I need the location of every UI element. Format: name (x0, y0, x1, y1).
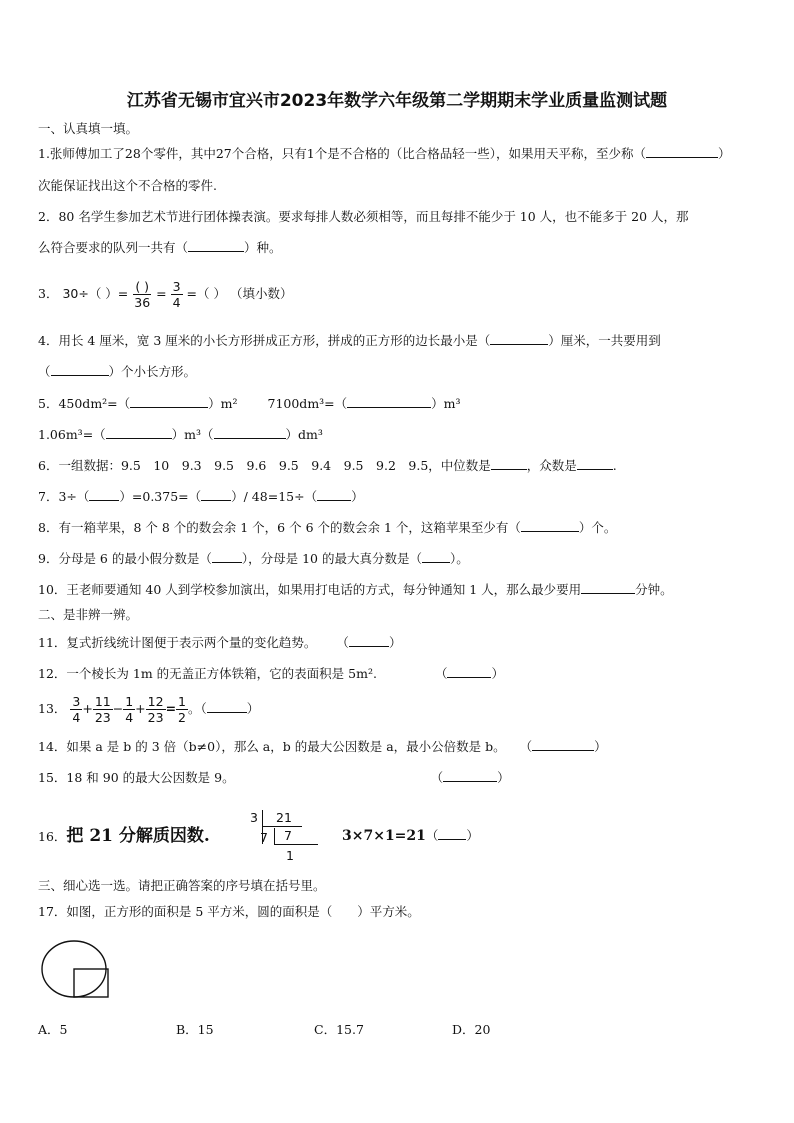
question-12: 12．一个棱长为 1m 的无盖正方体铁箱，它的表面积是 5m². （ ） (38, 666, 504, 681)
question-6: 6．一组数据：9.5 10 9.3 9.5 9.6 9.5 9.4 9.5 9.2 9.5，中位数是 ，众数是 . (38, 458, 617, 473)
quotient: 7 (284, 828, 292, 843)
remainder: 1 (286, 848, 294, 863)
answer-blank[interactable] (491, 469, 527, 470)
section-3-heading: 三、细心选一选。请把正确答案的序号填在括号里。 (38, 878, 326, 893)
answer-blank[interactable] (581, 593, 635, 594)
divisor: 3 (250, 810, 258, 825)
short-division-diagram (246, 806, 326, 868)
answer-blank[interactable] (532, 750, 594, 751)
fraction: $\frac{11}{23}$ (94, 694, 111, 725)
fraction: $\frac{3}{4}$ (172, 279, 181, 310)
answer-blank[interactable] (89, 500, 119, 501)
question-2-line-1: 2．80 名学生参加艺术节进行团体操表演。要求每排人数必须相等，而且每排不能少于 10 人，也不能多于 20 人，那 (38, 209, 689, 224)
option-a[interactable]: A．5 (38, 1022, 68, 1037)
question-5-line-2: 1.06m³=（ ）m³（ ）dm³ (38, 427, 323, 442)
question-5-line-1: 5．450dm²=（ ）m² 7100dm³=（ ）m³ (38, 396, 461, 411)
question-8: 8．有一箱苹果，8 个 8 个的数会余 1 个，6 个 6 个的数会余 1 个，这箱苹果至少有（ ）个。 (38, 520, 617, 535)
question-15: 15．18 和 90 的最大公因数是 9。 （ ） (38, 770, 510, 785)
answer-blank[interactable] (490, 344, 548, 345)
answer-blank[interactable] (130, 407, 208, 408)
question-2-line-2: 么符合要求的队列一共有（ ）种。 (38, 240, 282, 255)
answer-blank[interactable] (214, 438, 286, 439)
answer-blank[interactable] (106, 438, 172, 439)
answer-blank[interactable] (347, 407, 431, 408)
fraction: $\frac{12}{23}$ (147, 694, 164, 725)
question-10: 10．王老师要通知 40 人到学校参加演出，如果用打电话的方式，每分钟通知 1 人，那么最少要用 分钟。 (38, 582, 673, 597)
question-9: 9．分母是 6 的最小假分数是（ ），分母是 10 的最大真分数是（ ）。 (38, 551, 469, 566)
dividend: 21 (276, 810, 292, 825)
question-7: 7．3÷（ ）=0.375=（ ）/ 48=15÷（ ） (38, 489, 364, 504)
section-2-heading: 二、是非辨一辨。 (38, 607, 139, 622)
fraction: $\frac{3}{4}$ (72, 694, 81, 725)
answer-blank[interactable] (201, 500, 231, 501)
answer-blank[interactable] (422, 562, 450, 563)
answer-blank[interactable] (438, 839, 466, 840)
question-4-line-2: （ ）个小长方形。 (38, 364, 197, 379)
section-1-heading: 一、认真填一填。 (38, 121, 139, 136)
question-1-line-1: 1.张师傅加工了28个零件，其中27个合格，只有1个是不合格的（比合格品轻一些），如果用天平称，至少称（ ） (38, 146, 731, 161)
answer-blank[interactable] (188, 251, 244, 252)
fraction: $\frac{( )}{36}$ (134, 279, 151, 310)
answer-blank[interactable] (521, 531, 579, 532)
option-d[interactable]: D．20 (452, 1022, 491, 1037)
division-bar (262, 826, 302, 827)
answer-blank[interactable] (646, 157, 718, 158)
page-title: 江苏省无锡市宜兴市2023年数学六年级第二学期期末学业质量监测试题 (126, 91, 668, 111)
question-4-line-1: 4．用长 4 厘米，宽 3 厘米的小长方形拼成正方形，拼成的正方形的边长最小是（ ）厘米，一共要用到 (38, 333, 661, 348)
option-b[interactable]: B．15 (176, 1022, 214, 1037)
answer-blank[interactable] (577, 469, 613, 470)
fraction: $\frac{1}{2}$ (178, 694, 186, 725)
circle-square-figure (40, 938, 116, 1002)
question-3: 3． 30÷（ ）= $\frac{( )}{36}$ = $\frac{3}{4}$ =（ ） （填小数） (38, 279, 293, 310)
option-c[interactable]: C．15.7 (314, 1022, 364, 1037)
question-16-text: 16．把 21 分解质因数. (38, 826, 210, 846)
divisor: 7 (260, 830, 268, 845)
question-13: 13． $\frac{3}{4}$ + $\frac{11}{23}$ − $\frac{1}{4}$ + $\frac{12}{23}$ = $\frac{1}{2}$ 。（ ） (38, 694, 260, 725)
answer-blank[interactable] (447, 677, 491, 678)
answer-blank[interactable] (349, 646, 389, 647)
division-bar (274, 828, 275, 844)
division-bar (274, 844, 318, 845)
answer-blank[interactable] (317, 500, 351, 501)
question-14: 14．如果 a 是 b 的 3 倍（b≠0），那么 a，b 的最大公因数是 a，最小公倍数是 b。 （ ） (38, 739, 607, 754)
question-17: 17．如图，正方形的面积是 5 平方米，圆的面积是（ ）平方米。 (38, 904, 420, 919)
question-11: 11．复式折线统计图便于表示两个量的变化趋势。 （ ） (38, 635, 402, 650)
answer-blank[interactable] (207, 712, 247, 713)
question-16-answer: 3×7×1=21（ ） (342, 828, 479, 844)
answer-blank[interactable] (443, 781, 497, 782)
answer-blank[interactable] (212, 562, 242, 563)
question-1-line-2: 次能保证找出这个不合格的零件. (38, 178, 217, 193)
fraction: $\frac{1}{4}$ (125, 694, 134, 725)
answer-blank[interactable] (51, 375, 109, 376)
